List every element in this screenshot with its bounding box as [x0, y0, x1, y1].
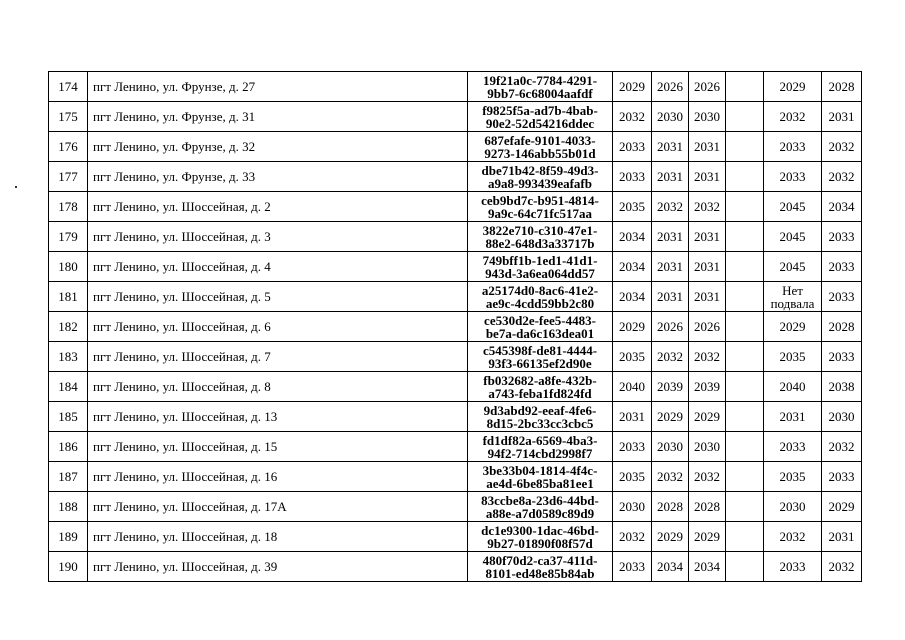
year-cell-2: 2029	[652, 402, 689, 432]
guid-cell	[468, 402, 613, 432]
year-cell-2: 2026	[652, 72, 689, 102]
row-number-cell: 182	[49, 312, 88, 342]
scan-speck	[15, 186, 17, 188]
guid-line-2: 94f2-714cbd2998f7	[487, 445, 593, 461]
guid-cell	[468, 522, 613, 552]
table-row	[49, 432, 862, 462]
year-cell-1: 2034	[613, 222, 652, 252]
guid-line-1: ce530d2e-fee5-4483-	[484, 312, 596, 328]
guid-line-2: 90e2-52d54216ddec	[485, 115, 595, 131]
table-row	[49, 252, 862, 282]
row-number-cell: 187	[49, 462, 88, 492]
table-row	[49, 222, 862, 252]
empty-cell	[726, 162, 764, 192]
year-cell-1: 2033	[613, 552, 652, 582]
guid-cell	[468, 162, 613, 192]
year-cell-5: 2029	[764, 72, 822, 102]
row-number-cell: 181	[49, 282, 88, 312]
year-cell-1: 2034	[613, 282, 652, 312]
empty-cell	[726, 312, 764, 342]
year-cell-5: 2032	[764, 522, 822, 552]
guid-line-1: 3be33b04-1814-4f4c-	[482, 462, 598, 478]
year-cell-3: 2039	[689, 372, 726, 402]
year-cell-1: 2035	[613, 462, 652, 492]
year-cell-2: 2039	[652, 372, 689, 402]
guid-line-1: ceb9bd7c-b951-4814-	[481, 192, 599, 208]
address-cell: пгт Ленино, ул. Шоссейная, д. 4	[88, 252, 468, 282]
year-cell-5: 2031	[764, 402, 822, 432]
guid-line-1: dc1e9300-1dac-46bd-	[481, 522, 599, 538]
year-cell-5: 2035	[764, 462, 822, 492]
guid-line-1: c545398f-de81-4444-	[482, 342, 598, 358]
row-number-cell: 189	[49, 522, 88, 552]
empty-cell	[726, 222, 764, 252]
row-number-cell: 176	[49, 132, 88, 162]
table-row	[49, 342, 862, 372]
guid-line-2: be7a-da6c163dea01	[485, 325, 595, 341]
year-cell-6: 2032	[822, 162, 862, 192]
guid-line-1: 749bff1b-1ed1-41d1-	[482, 252, 598, 268]
table-row	[49, 312, 862, 342]
guid-line-1: dbe71b42-8f59-49d3-	[481, 162, 599, 178]
empty-cell	[726, 402, 764, 432]
empty-cell	[726, 342, 764, 372]
year-cell-6: 2031	[822, 522, 862, 552]
guid-line-2: a743-feba1fd824fd	[488, 385, 592, 401]
year-cell-6: 2028	[822, 72, 862, 102]
row-number-cell: 190	[49, 552, 88, 582]
year-cell-5: 2035	[764, 342, 822, 372]
year-cell-6: 2033	[822, 462, 862, 492]
year-cell-1: 2030	[613, 492, 652, 522]
guid-line-1: a25174d0-8ac6-41e2-	[481, 282, 599, 298]
guid-line-1: 19f21a0c-7784-4291-	[482, 72, 598, 88]
year-cell-1: 2035	[613, 342, 652, 372]
address-cell: пгт Ленино, ул. Фрунзе, д. 33	[88, 162, 468, 192]
address-cell: пгт Ленино, ул. Фрунзе, д. 32	[88, 132, 468, 162]
guid-cell	[468, 432, 613, 462]
year-cell-3: 2031	[689, 162, 726, 192]
table-row	[49, 522, 862, 552]
guid-line-1: f9825f5a-ad7b-4bab-	[482, 102, 598, 118]
address-cell: пгт Ленино, ул. Шоссейная, д. 3	[88, 222, 468, 252]
table-row	[49, 72, 862, 102]
guid-line-2: 9b27-01890f08f57d	[487, 535, 593, 551]
address-cell: пгт Ленино, ул. Шоссейная, д. 7	[88, 342, 468, 372]
address-cell: пгт Ленино, ул. Фрунзе, д. 27	[88, 72, 468, 102]
year-cell-3: 2029	[689, 402, 726, 432]
guid-cell	[468, 252, 613, 282]
guid-line-2: 8d15-2bc33cc3cbc5	[486, 415, 594, 431]
table-body	[49, 72, 862, 582]
year-cell-2: 2030	[652, 102, 689, 132]
address-cell: пгт Ленино, ул. Шоссейная, д. 6	[88, 312, 468, 342]
row-number-cell: 186	[49, 432, 88, 462]
year-cell-6: 2032	[822, 132, 862, 162]
row-number-cell: 188	[49, 492, 88, 522]
year-cell-2: 2029	[652, 522, 689, 552]
address-cell: пгт Ленино, ул. Шоссейная, д. 16	[88, 462, 468, 492]
year-cell-3: 2032	[689, 192, 726, 222]
guid-line-2: 9a9c-64c71fc517aa	[488, 205, 592, 221]
guid-cell	[468, 462, 613, 492]
year-cell-5: 2045	[764, 252, 822, 282]
guid-cell	[468, 492, 613, 522]
year-cell-3: 2031	[689, 252, 726, 282]
guid-cell	[468, 222, 613, 252]
year-cell-3: 2026	[689, 312, 726, 342]
year-cell-2: 2031	[652, 252, 689, 282]
year-cell-3: 2031	[689, 282, 726, 312]
year-cell-1: 2035	[613, 192, 652, 222]
year-cell-6: 2029	[822, 492, 862, 522]
year-cell-5: 2029	[764, 312, 822, 342]
address-cell: пгт Ленино, ул. Шоссейная, д. 18	[88, 522, 468, 552]
address-cell: пгт Ленино, ул. Шоссейная, д. 39	[88, 552, 468, 582]
row-number-cell: 174	[49, 72, 88, 102]
guid-line-2: 93f3-66135ef2d90e	[488, 355, 592, 371]
guid-line-2: 88e2-648d3a33717b	[485, 235, 595, 251]
year-cell-2: 2031	[652, 162, 689, 192]
guid-line-2: a88e-a7d0589c89d9	[485, 505, 595, 521]
year-cell-3: 2026	[689, 72, 726, 102]
year-cell-5: 2045	[764, 222, 822, 252]
year-cell-3: 2030	[689, 432, 726, 462]
guid-cell	[468, 552, 613, 582]
year-cell-6: 2034	[822, 192, 862, 222]
guid-line-2: ae4d-6be85ba81ee1	[486, 475, 594, 491]
guid-line-2: 943d-3a6ea064dd57	[485, 265, 595, 281]
guid-line-2: 8101-ed48e85b84ab	[485, 565, 595, 581]
year-cell-1: 2032	[613, 102, 652, 132]
empty-cell	[726, 72, 764, 102]
year-cell-5: 2033	[764, 432, 822, 462]
year-cell-3: 2032	[689, 342, 726, 372]
guid-line-1: 480f70d2-ca37-411d-	[482, 552, 598, 568]
year-cell-5	[764, 282, 822, 312]
empty-cell	[726, 372, 764, 402]
table-row	[49, 492, 862, 522]
row-number-cell: 180	[49, 252, 88, 282]
row-number-cell: 179	[49, 222, 88, 252]
guid-line-1: 9d3abd92-eeaf-4fe6-	[483, 402, 597, 418]
year-cell-1: 2033	[613, 162, 652, 192]
year-cell-6: 2033	[822, 342, 862, 372]
year-cell-5: 2040	[764, 372, 822, 402]
year-cell-2: 2032	[652, 462, 689, 492]
table-row	[49, 462, 862, 492]
table-row	[49, 192, 862, 222]
year-cell-6: 2033	[822, 222, 862, 252]
year-cell-3: 2032	[689, 462, 726, 492]
year-cell-1: 2031	[613, 402, 652, 432]
guid-cell	[468, 312, 613, 342]
year-cell-2: 2031	[652, 132, 689, 162]
address-cell: пгт Ленино, ул. Шоссейная, д. 2	[88, 192, 468, 222]
guid-line-1: 3822e710-c310-47e1-	[482, 222, 598, 238]
year-cell-1: 2033	[613, 432, 652, 462]
address-cell: пгт Ленино, ул. Шоссейная, д. 13	[88, 402, 468, 432]
year-cell-3: 2034	[689, 552, 726, 582]
year-cell-6: 2033	[822, 282, 862, 312]
empty-cell	[726, 192, 764, 222]
guid-cell	[468, 342, 613, 372]
year-cell-5: 2032	[764, 102, 822, 132]
guid-cell	[468, 372, 613, 402]
year-cell-2: 2031	[652, 282, 689, 312]
address-cell: пгт Ленино, ул. Шоссейная, д. 15	[88, 432, 468, 462]
year-cell-3: 2031	[689, 132, 726, 162]
year-cell-1: 2040	[613, 372, 652, 402]
row-number-cell: 175	[49, 102, 88, 132]
year-cell-5: 2033	[764, 132, 822, 162]
year-cell-2: 2028	[652, 492, 689, 522]
guid-line-1: 83ccbe8a-23d6-44bd-	[481, 492, 599, 508]
row-number-cell: 185	[49, 402, 88, 432]
year-cell-1: 2032	[613, 522, 652, 552]
guid-line-2: 9bb7-6c68004aafdf	[487, 85, 593, 101]
year-cell-1: 2029	[613, 312, 652, 342]
guid-line-1: 687efafe-9101-4033-	[484, 132, 596, 148]
year-cell-1: 2029	[613, 72, 652, 102]
guid-line-2: a9a8-993439eafafb	[488, 175, 592, 191]
year-cell-2: 2032	[652, 192, 689, 222]
year-cell-2: 2031	[652, 222, 689, 252]
address-cell: пгт Ленино, ул. Шоссейная, д. 8	[88, 372, 468, 402]
year-cell-2: 2026	[652, 312, 689, 342]
year-cell-5: 2045	[764, 192, 822, 222]
year-cell-1: 2033	[613, 132, 652, 162]
year-cell-6: 2032	[822, 432, 862, 462]
address-cell: пгт Ленино, ул. Фрунзе, д. 31	[88, 102, 468, 132]
empty-cell	[726, 252, 764, 282]
guid-cell	[468, 132, 613, 162]
table-row	[49, 132, 862, 162]
guid-line-2: ae9c-4cdd59bb2c80	[485, 295, 595, 311]
year-cell-6: 2028	[822, 312, 862, 342]
year-cell-2: 2030	[652, 432, 689, 462]
row-number-cell: 184	[49, 372, 88, 402]
guid-cell	[468, 102, 613, 132]
note-line-1: Нет	[782, 282, 803, 298]
table-row	[49, 552, 862, 582]
empty-cell	[726, 432, 764, 462]
year-cell-6: 2033	[822, 252, 862, 282]
year-cell-6: 2031	[822, 102, 862, 132]
year-cell-3: 2028	[689, 492, 726, 522]
empty-cell	[726, 522, 764, 552]
table-row	[49, 402, 862, 432]
housing-register-table	[48, 71, 862, 582]
row-number-cell: 183	[49, 342, 88, 372]
year-cell-5: 2030	[764, 492, 822, 522]
year-cell-6: 2038	[822, 372, 862, 402]
empty-cell	[726, 282, 764, 312]
empty-cell	[726, 462, 764, 492]
empty-cell	[726, 492, 764, 522]
note-line-2: подвала	[770, 295, 815, 311]
row-number-cell: 178	[49, 192, 88, 222]
empty-cell	[726, 102, 764, 132]
guid-cell	[468, 192, 613, 222]
year-cell-5: 2033	[764, 552, 822, 582]
year-cell-3: 2030	[689, 102, 726, 132]
table-row	[49, 282, 862, 312]
row-number-cell: 177	[49, 162, 88, 192]
address-cell: пгт Ленино, ул. Шоссейная, д. 17А	[88, 492, 468, 522]
guid-cell	[468, 282, 613, 312]
guid-line-1: fd1df82a-6569-4ba3-	[482, 432, 598, 448]
guid-line-1: fb032682-a8fe-432b-	[483, 372, 597, 388]
year-cell-5: 2033	[764, 162, 822, 192]
empty-cell	[726, 552, 764, 582]
year-cell-2: 2034	[652, 552, 689, 582]
guid-cell	[468, 72, 613, 102]
guid-line-2: 9273-146abb55b01d	[484, 145, 596, 161]
year-cell-3: 2029	[689, 522, 726, 552]
table-row	[49, 102, 862, 132]
table-row	[49, 372, 862, 402]
year-cell-3: 2031	[689, 222, 726, 252]
year-cell-2: 2032	[652, 342, 689, 372]
empty-cell	[726, 132, 764, 162]
address-cell: пгт Ленино, ул. Шоссейная, д. 5	[88, 282, 468, 312]
year-cell-6: 2030	[822, 402, 862, 432]
table-row	[49, 162, 862, 192]
year-cell-1: 2034	[613, 252, 652, 282]
year-cell-6: 2032	[822, 552, 862, 582]
